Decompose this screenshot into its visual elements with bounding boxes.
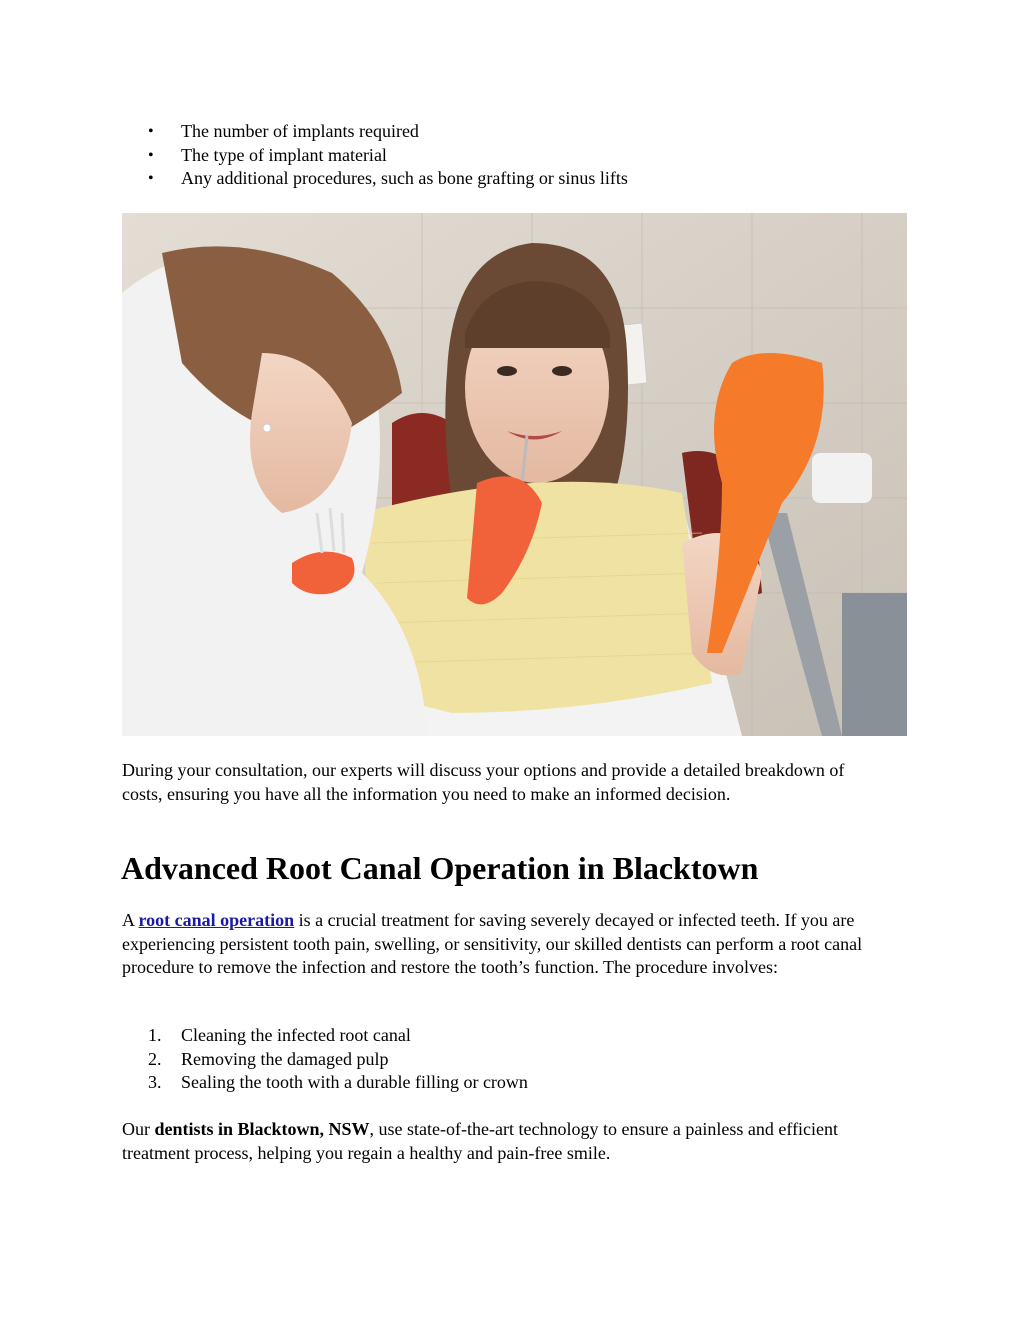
step-number: 1.: [148, 1025, 162, 1045]
list-item: • The number of implants required: [122, 120, 902, 144]
step-number: 3.: [148, 1072, 162, 1092]
closing-bold-text: dentists in Blacktown, NSW: [154, 1119, 370, 1139]
step-text: Removing the damaged pulp: [181, 1048, 389, 1069]
implant-factors-list: [122, 120, 902, 191]
list-item: [122, 1024, 882, 1048]
list-item: [122, 1048, 882, 1072]
closing-text: , use state-of-the-art technology to ensure a painless and efficient treatment process, helping you regain a healthy and pain-free smile.: [122, 1119, 839, 1163]
step-text: Sealing the tooth with a durable filling or crown: [181, 1072, 528, 1092]
photo-illustration: [122, 213, 907, 736]
intro-text: is a crucial treatment for saving severely decayed or infected teeth. If you are experiencing persistent tooth pain, swelling, or sensitivity, our skilled dentists can perform a root canal procedure to remove the infection and restore the tooth’s function. The procedure involves:: [122, 910, 863, 977]
dental-consultation-photo: [122, 213, 907, 736]
closing-paragraph: [122, 1118, 882, 1165]
step-text: Cleaning the infected root canal: [181, 1025, 411, 1045]
closing-prefix: Our: [122, 1119, 155, 1139]
list-item: • Any additional procedures, such as bone grafting or sinus lifts: [122, 167, 902, 191]
list-item: [122, 1071, 882, 1095]
consultation-paragraph: During your consultation, our experts will discuss your options and provide a detailed breakdown of costs, ensuring you have all the information you need to make an informed decision.: [122, 760, 845, 804]
root-canal-intro: [122, 909, 882, 980]
intro-prefix: A: [122, 910, 139, 930]
procedure-steps-list: [122, 1024, 882, 1095]
section-heading: Advanced Root Canal Operation in Blacktown: [121, 850, 759, 886]
step-number: 2.: [148, 1048, 162, 1069]
root-canal-operation-link[interactable]: root canal operation: [138, 910, 295, 930]
list-item: • The type of implant material: [122, 144, 902, 168]
